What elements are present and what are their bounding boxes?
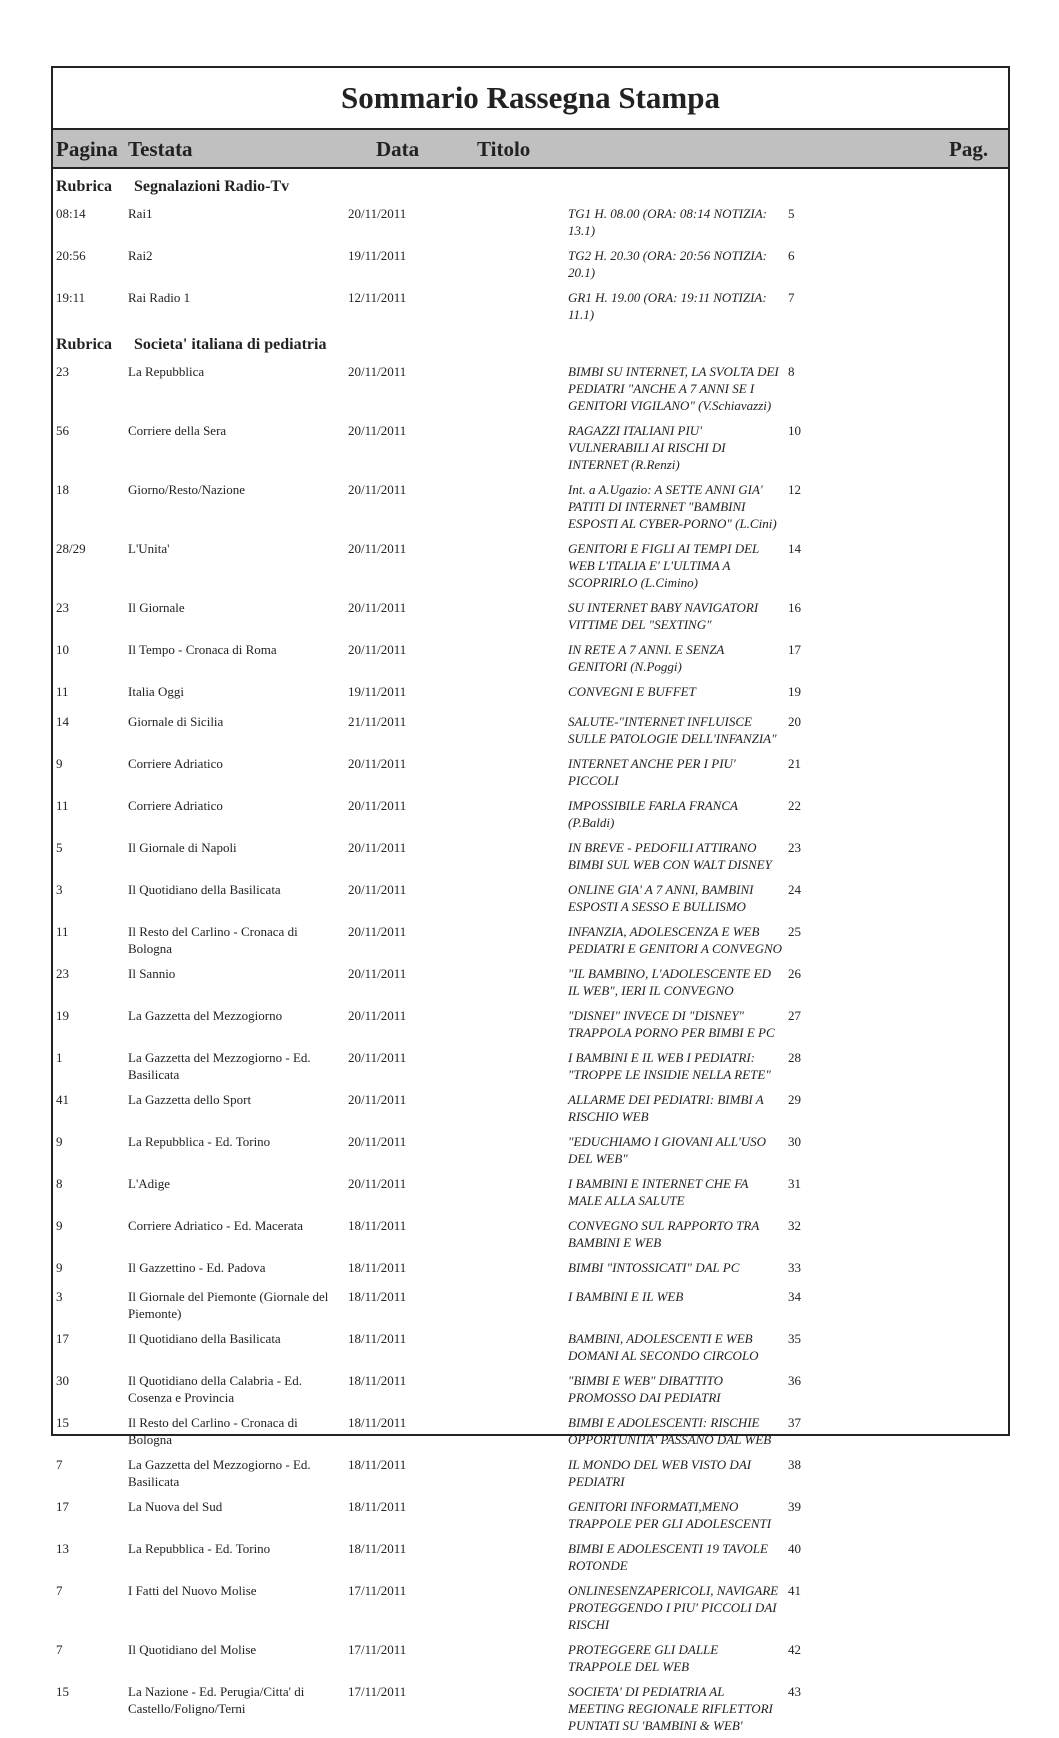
table-row[interactable] xyxy=(53,1003,1008,1045)
header-pag: Pag. xyxy=(949,137,989,161)
cell-testata: La Repubblica xyxy=(128,364,205,379)
section-name: Societa' italiana di pediatria xyxy=(134,336,327,353)
cell-pag: 40 xyxy=(788,1541,801,1556)
cell-pag: 22 xyxy=(788,797,801,813)
table-row[interactable] xyxy=(53,1255,1008,1285)
cell-pagina: 3 xyxy=(56,881,63,897)
cell-pag: 6 xyxy=(788,248,795,263)
page-title: Sommario Rassegna Stampa xyxy=(53,68,1008,130)
cell-testata: Corriere Adriatico xyxy=(128,755,223,771)
cell-titolo[interactable]: ALLARME DEI PEDIATRI: BIMBI A RISCHIO WEB xyxy=(568,1091,764,1124)
header-pagina: Pagina xyxy=(56,137,118,161)
cell-pagina: 5 xyxy=(56,839,63,855)
cell-titolo[interactable]: SU INTERNET BABY NAVIGATORI VITTIME DEL "SEXTING" xyxy=(568,600,759,632)
cell-titolo[interactable]: INTERNET ANCHE PER I PIU' PICCOLI xyxy=(568,755,736,788)
section-header xyxy=(53,327,1008,359)
table-row[interactable] xyxy=(53,536,1008,595)
cell-pagina: 23 xyxy=(56,600,69,615)
header-testata: Testata xyxy=(128,137,193,161)
cell-titolo[interactable]: "EDUCHIAMO I GIOVANI ALL'USO DEL WEB" xyxy=(568,1133,767,1166)
header-data: Data xyxy=(376,137,420,161)
section-label: Rubrica xyxy=(56,336,112,353)
cell-pagina: 17 xyxy=(56,1499,69,1514)
cell-pagina: 3 xyxy=(56,1289,63,1304)
cell-pag: 31 xyxy=(788,1175,801,1191)
cell-pag: 34 xyxy=(788,1289,801,1304)
cell-testata: La Gazzetta del Mezzogiorno xyxy=(128,1007,283,1023)
cell-pag: 21 xyxy=(788,755,801,771)
table-row[interactable] xyxy=(53,1087,1008,1129)
cell-titolo[interactable]: BIMBI "INTOSSICATI" DAL PC xyxy=(568,1259,740,1275)
cell-titolo[interactable]: IN RETE A 7 ANNI. E SENZA GENITORI (N.Poggi) xyxy=(568,642,725,674)
cell-pagina: 08:14 xyxy=(56,206,86,221)
cell-testata: Il Giornale xyxy=(128,600,185,615)
cell-pag: 8 xyxy=(788,364,795,379)
cell-data: 20/11/2011 xyxy=(348,1007,407,1023)
cell-titolo[interactable]: I BAMBINI E IL WEB xyxy=(568,1289,684,1304)
cell-pag: 17 xyxy=(788,642,801,657)
cell-titolo[interactable]: RAGAZZI ITALIANI PIU' VULNERABILI AI RISCHI DI INTERNET (R.Renzi) xyxy=(568,423,726,472)
cell-pag: 12 xyxy=(788,482,801,497)
cell-testata: Il Resto del Carlino - Cronaca di Bologna xyxy=(128,923,298,956)
cell-pagina: 17 xyxy=(56,1331,69,1346)
cell-pag: 43 xyxy=(788,1684,801,1699)
cell-data: 18/11/2011 xyxy=(348,1373,407,1388)
cell-pagina: 1 xyxy=(56,1049,63,1065)
table-row[interactable] xyxy=(53,1213,1008,1255)
cell-data: 18/11/2011 xyxy=(348,1217,407,1233)
cell-data: 18/11/2011 xyxy=(348,1331,407,1346)
cell-testata: La Repubblica - Ed. Torino xyxy=(128,1133,271,1149)
table-row[interactable] xyxy=(53,877,1008,919)
cell-pag: 30 xyxy=(788,1133,801,1149)
cell-titolo[interactable]: Int. a A.Ugazio: A SETTE ANNI GIA' PATITI DI INTERNET "BAMBINI ESPOSTI AL CYBER-PORNO" (L.Cini) xyxy=(568,482,777,531)
cell-pagina: 23 xyxy=(56,965,69,981)
cell-pag: 28 xyxy=(788,1049,801,1065)
cell-testata: Il Resto del Carlino - Cronaca di Bologna xyxy=(128,1415,298,1447)
cell-testata: La Gazzetta dello Sport xyxy=(128,1091,252,1107)
cell-data: 20/11/2011 xyxy=(348,1049,407,1065)
cell-testata: Giorno/Resto/Nazione xyxy=(128,482,245,497)
cell-pag: 35 xyxy=(788,1331,801,1346)
cell-data: 17/11/2011 xyxy=(348,1684,407,1699)
cell-pag: 19 xyxy=(788,684,801,699)
cell-testata: Corriere Adriatico - Ed. Macerata xyxy=(128,1217,304,1233)
cell-testata: La Nazione - Ed. Perugia/Citta' di Castello/Foligno/Terni xyxy=(128,1684,305,1716)
cell-titolo[interactable]: SOCIETA' DI PEDIATRIA AL MEETING REGIONALE RIFLETTORI PUNTATI SU 'BAMBINI & WEB' xyxy=(568,1684,773,1733)
cell-data: 20/11/2011 xyxy=(348,1133,407,1149)
cell-data: 19/11/2011 xyxy=(348,684,407,699)
cell-titolo[interactable]: CONVEGNI E BUFFET xyxy=(568,684,696,699)
cell-pagina: 10 xyxy=(56,642,69,657)
cell-data: 20/11/2011 xyxy=(348,755,407,771)
cell-testata: Il Tempo - Cronaca di Roma xyxy=(128,642,277,657)
summary-table xyxy=(53,169,1008,1738)
cell-testata: Il Gazzettino - Ed. Padova xyxy=(128,1259,266,1275)
cell-data: 20/11/2011 xyxy=(348,206,407,221)
cell-pag: 32 xyxy=(788,1217,801,1233)
cell-data: 21/11/2011 xyxy=(348,713,407,729)
cell-testata: Rai2 xyxy=(128,248,153,263)
cell-pagina: 19 xyxy=(56,1007,69,1023)
cell-pag: 16 xyxy=(788,600,801,615)
cell-titolo[interactable]: INFANZIA, ADOLESCENZA E WEB PEDIATRI E GENITORI A CONVEGNO xyxy=(568,923,783,956)
cell-testata: Rai Radio 1 xyxy=(128,290,191,305)
table-row[interactable] xyxy=(53,359,1008,418)
cell-pagina: 7 xyxy=(56,1642,63,1657)
cell-pag: 33 xyxy=(788,1259,801,1275)
cell-testata: L'Unita' xyxy=(128,541,170,556)
cell-testata: Il Quotidiano del Molise xyxy=(128,1642,257,1657)
cell-titolo[interactable]: BIMBI E ADOLESCENTI: RISCHIE OPPORTUNITA' PASSANO DAL WEB xyxy=(568,1415,772,1447)
cell-testata: I Fatti del Nuovo Molise xyxy=(128,1583,257,1598)
cell-pagina: 11 xyxy=(56,684,69,699)
table-row[interactable] xyxy=(53,709,1008,751)
cell-data: 20/11/2011 xyxy=(348,482,407,497)
table-row[interactable] xyxy=(53,1637,1008,1679)
cell-pag: 37 xyxy=(788,1415,801,1430)
cell-data: 20/11/2011 xyxy=(348,600,407,615)
cell-pagina: 11 xyxy=(56,797,69,813)
cell-titolo[interactable]: "BIMBI E WEB" DIBATTITO PROMOSSO DAI PEDIATRI xyxy=(568,1373,723,1405)
cell-pagina: 15 xyxy=(56,1684,69,1699)
table-row[interactable] xyxy=(53,1410,1008,1452)
cell-pagina: 9 xyxy=(56,1133,63,1149)
cell-titolo[interactable]: BIMBI SU INTERNET, LA SVOLTA DEI PEDIATRI "ANCHE A 7 ANNI SE I GENITORI VIGILANO" (V.Schiavazzi) xyxy=(568,364,779,413)
table-row[interactable] xyxy=(53,1326,1008,1368)
cell-pag: 36 xyxy=(788,1373,801,1388)
cell-data: 20/11/2011 xyxy=(348,364,407,379)
section-label: Rubrica xyxy=(56,178,112,195)
cell-titolo[interactable]: CONVEGNO SUL RAPPORTO TRA BAMBINI E WEB xyxy=(568,1217,760,1250)
cell-pagina: 8 xyxy=(56,1175,63,1191)
cell-pag: 7 xyxy=(788,290,795,305)
cell-pagina: 15 xyxy=(56,1415,69,1430)
cell-testata: Il Quotidiano della Calabria - Ed. Cosenza e Provincia xyxy=(128,1373,303,1405)
cell-pagina: 30 xyxy=(56,1373,69,1388)
cell-data: 20/11/2011 xyxy=(348,965,407,981)
table-row[interactable] xyxy=(53,919,1008,961)
cell-pagina: 7 xyxy=(56,1583,63,1598)
header-titolo: Titolo xyxy=(477,137,531,161)
cell-testata: Rai1 xyxy=(128,206,153,221)
cell-titolo[interactable]: BIMBI E ADOLESCENTI 19 TAVOLE ROTONDE xyxy=(568,1541,768,1573)
cell-titolo[interactable]: ONLINE GIA' A 7 ANNI, BAMBINI ESPOSTI A SESSO E BULLISMO xyxy=(568,881,754,914)
section-header xyxy=(53,169,1008,201)
cell-testata: Il Sannio xyxy=(128,965,176,981)
cell-pagina: 18 xyxy=(56,482,69,497)
table-row[interactable] xyxy=(53,243,1008,285)
cell-titolo[interactable]: TG2 H. 20.30 (ORA: 20:56 NOTIZIA: 20.1) xyxy=(568,248,767,280)
cell-pag: 27 xyxy=(788,1007,801,1023)
table-row[interactable] xyxy=(53,751,1008,793)
cell-testata: Il Giornale di Napoli xyxy=(128,839,237,855)
cell-pag: 5 xyxy=(788,206,795,221)
cell-testata: La Nuova del Sud xyxy=(128,1499,223,1514)
table-row[interactable] xyxy=(53,793,1008,835)
cell-data: 20/11/2011 xyxy=(348,1175,407,1191)
cell-pag: 29 xyxy=(788,1091,801,1107)
cell-data: 20/11/2011 xyxy=(348,881,407,897)
cell-pagina: 20:56 xyxy=(56,248,86,263)
cell-data: 20/11/2011 xyxy=(348,839,407,855)
table-row[interactable] xyxy=(53,1129,1008,1171)
cell-pag: 25 xyxy=(788,923,801,939)
cell-pagina: 28/29 xyxy=(56,541,86,556)
cell-pag: 24 xyxy=(788,881,801,897)
cell-data: 18/11/2011 xyxy=(348,1541,407,1556)
cell-pagina: 56 xyxy=(56,423,69,438)
cell-data: 20/11/2011 xyxy=(348,797,407,813)
cell-pag: 38 xyxy=(788,1457,801,1472)
cell-titolo[interactable]: "DISNEI" INVECE DI "DISNEY" TRAPPOLA PORNO PER BIMBI E PC xyxy=(568,1007,775,1040)
cell-data: 12/11/2011 xyxy=(348,290,407,305)
summary-frame xyxy=(51,66,1010,1733)
table-row[interactable] xyxy=(53,1578,1008,1637)
cell-pagina: 9 xyxy=(56,1217,63,1233)
table-row[interactable] xyxy=(53,1494,1008,1536)
table-row[interactable] xyxy=(53,201,1008,243)
cell-testata: Il Giornale del Piemonte (Giornale del Piemonte) xyxy=(128,1289,329,1321)
cell-data: 18/11/2011 xyxy=(348,1259,407,1275)
cell-pag: 10 xyxy=(788,423,801,438)
cell-titolo[interactable]: BAMBINI, ADOLESCENTI E WEB DOMANI AL SECONDO CIRCOLO xyxy=(568,1331,759,1363)
table-row[interactable] xyxy=(53,1536,1008,1578)
cell-titolo[interactable]: ONLINESENZAPERICOLI, NAVIGARE PROTEGGENDO I PIU' PICCOLI DAI RISCHI xyxy=(568,1583,779,1632)
cell-pag: 26 xyxy=(788,965,801,981)
cell-data: 18/11/2011 xyxy=(348,1499,407,1514)
cell-data: 20/11/2011 xyxy=(348,1091,407,1107)
cell-titolo[interactable]: I BAMBINI E INTERNET CHE FA MALE ALLA SALUTE xyxy=(568,1175,749,1208)
table-row[interactable] xyxy=(53,835,1008,877)
cell-titolo[interactable]: TG1 H. 08.00 (ORA: 08:14 NOTIZIA: 13.1) xyxy=(568,206,767,238)
table-header xyxy=(53,130,1008,169)
cell-titolo[interactable]: IL MONDO DEL WEB VISTO DAI PEDIATRI xyxy=(568,1457,752,1489)
table-row[interactable] xyxy=(53,1284,1008,1326)
cell-pagina: 9 xyxy=(56,1259,63,1275)
cell-pag: 42 xyxy=(788,1642,801,1657)
table-row[interactable] xyxy=(53,1368,1008,1410)
table-row[interactable] xyxy=(53,285,1008,327)
cell-data: 20/11/2011 xyxy=(348,923,407,939)
table-row[interactable] xyxy=(53,961,1008,1003)
cell-titolo[interactable]: SALUTE-"INTERNET INFLUISCE SULLE PATOLOGIE DELL'INFANZIA" xyxy=(568,713,777,746)
cell-testata: Giornale di Sicilia xyxy=(128,713,224,729)
table-row[interactable] xyxy=(53,1679,1008,1738)
table-row[interactable] xyxy=(53,679,1008,709)
table-row[interactable] xyxy=(53,477,1008,536)
cell-data: 20/11/2011 xyxy=(348,423,407,438)
cell-testata: Il Quotidiano della Basilicata xyxy=(128,1331,281,1346)
cell-data: 18/11/2011 xyxy=(348,1457,407,1472)
cell-testata: La Gazzetta del Mezzogiorno - Ed. Basilicata xyxy=(128,1049,311,1082)
cell-data: 20/11/2011 xyxy=(348,541,407,556)
cell-titolo[interactable]: "IL BAMBINO, L'ADOLESCENTE ED IL WEB", IERI IL CONVEGNO xyxy=(568,965,772,998)
cell-data: 18/11/2011 xyxy=(348,1415,407,1430)
cell-titolo[interactable]: I BAMBINI E IL WEB I PEDIATRI: "TROPPE LE INSIDIE NELLA RETE" xyxy=(568,1049,771,1082)
table-row[interactable] xyxy=(53,1045,1008,1087)
cell-titolo[interactable]: PROTEGGERE GLI DALLE TRAPPOLE DEL WEB xyxy=(568,1642,719,1674)
cell-pagina: 11 xyxy=(56,923,69,939)
cell-data: 17/11/2011 xyxy=(348,1642,407,1657)
cell-pagina: 41 xyxy=(56,1091,69,1107)
cell-data: 18/11/2011 xyxy=(348,1289,407,1304)
cell-titolo[interactable]: IN BREVE - PEDOFILI ATTIRANO BIMBI SUL WEB CON WALT DISNEY xyxy=(568,839,772,872)
cell-pag: 39 xyxy=(788,1499,801,1514)
cell-pagina: 19:11 xyxy=(56,290,86,305)
table-row[interactable] xyxy=(53,1452,1008,1494)
cell-pagina: 14 xyxy=(56,713,69,729)
cell-titolo[interactable]: GENITORI INFORMATI,MENO TRAPPOLE PER GLI ADOLESCENTI xyxy=(568,1499,772,1531)
cell-pag: 23 xyxy=(788,839,801,855)
table-row[interactable] xyxy=(53,595,1008,637)
cell-titolo[interactable]: IMPOSSIBILE FARLA FRANCA (P.Baldi) xyxy=(568,797,738,830)
cell-testata: Corriere Adriatico xyxy=(128,797,223,813)
cell-data: 20/11/2011 xyxy=(348,642,407,657)
cell-testata: Corriere della Sera xyxy=(128,423,227,438)
cell-testata: Italia Oggi xyxy=(128,684,184,699)
cell-pag: 41 xyxy=(788,1583,801,1598)
cell-data: 17/11/2011 xyxy=(348,1583,407,1598)
cell-testata: La Repubblica - Ed. Torino xyxy=(128,1541,271,1556)
cell-pagina: 9 xyxy=(56,755,63,771)
cell-pag: 20 xyxy=(788,713,801,729)
cell-testata: La Gazzetta del Mezzogiorno - Ed. Basilicata xyxy=(128,1457,311,1489)
cell-testata: Il Quotidiano della Basilicata xyxy=(128,881,281,897)
cell-pagina: 13 xyxy=(56,1541,69,1556)
cell-testata: L'Adige xyxy=(128,1175,171,1191)
section-name: Segnalazioni Radio-Tv xyxy=(134,178,290,195)
table-row[interactable] xyxy=(53,1171,1008,1213)
cell-pagina: 7 xyxy=(56,1457,63,1472)
table-row[interactable] xyxy=(53,637,1008,679)
cell-data: 19/11/2011 xyxy=(348,248,407,263)
cell-titolo[interactable]: GENITORI E FIGLI AI TEMPI DEL WEB L'ITALIA E' L'ULTIMA A SCOPRIRLO (L.Cimino) xyxy=(568,541,760,590)
cell-titolo[interactable]: GR1 H. 19.00 (ORA: 19:11 NOTIZIA: 11.1) xyxy=(568,290,767,322)
cell-pag: 14 xyxy=(788,541,801,556)
table-row[interactable] xyxy=(53,418,1008,477)
cell-pagina: 23 xyxy=(56,364,69,379)
